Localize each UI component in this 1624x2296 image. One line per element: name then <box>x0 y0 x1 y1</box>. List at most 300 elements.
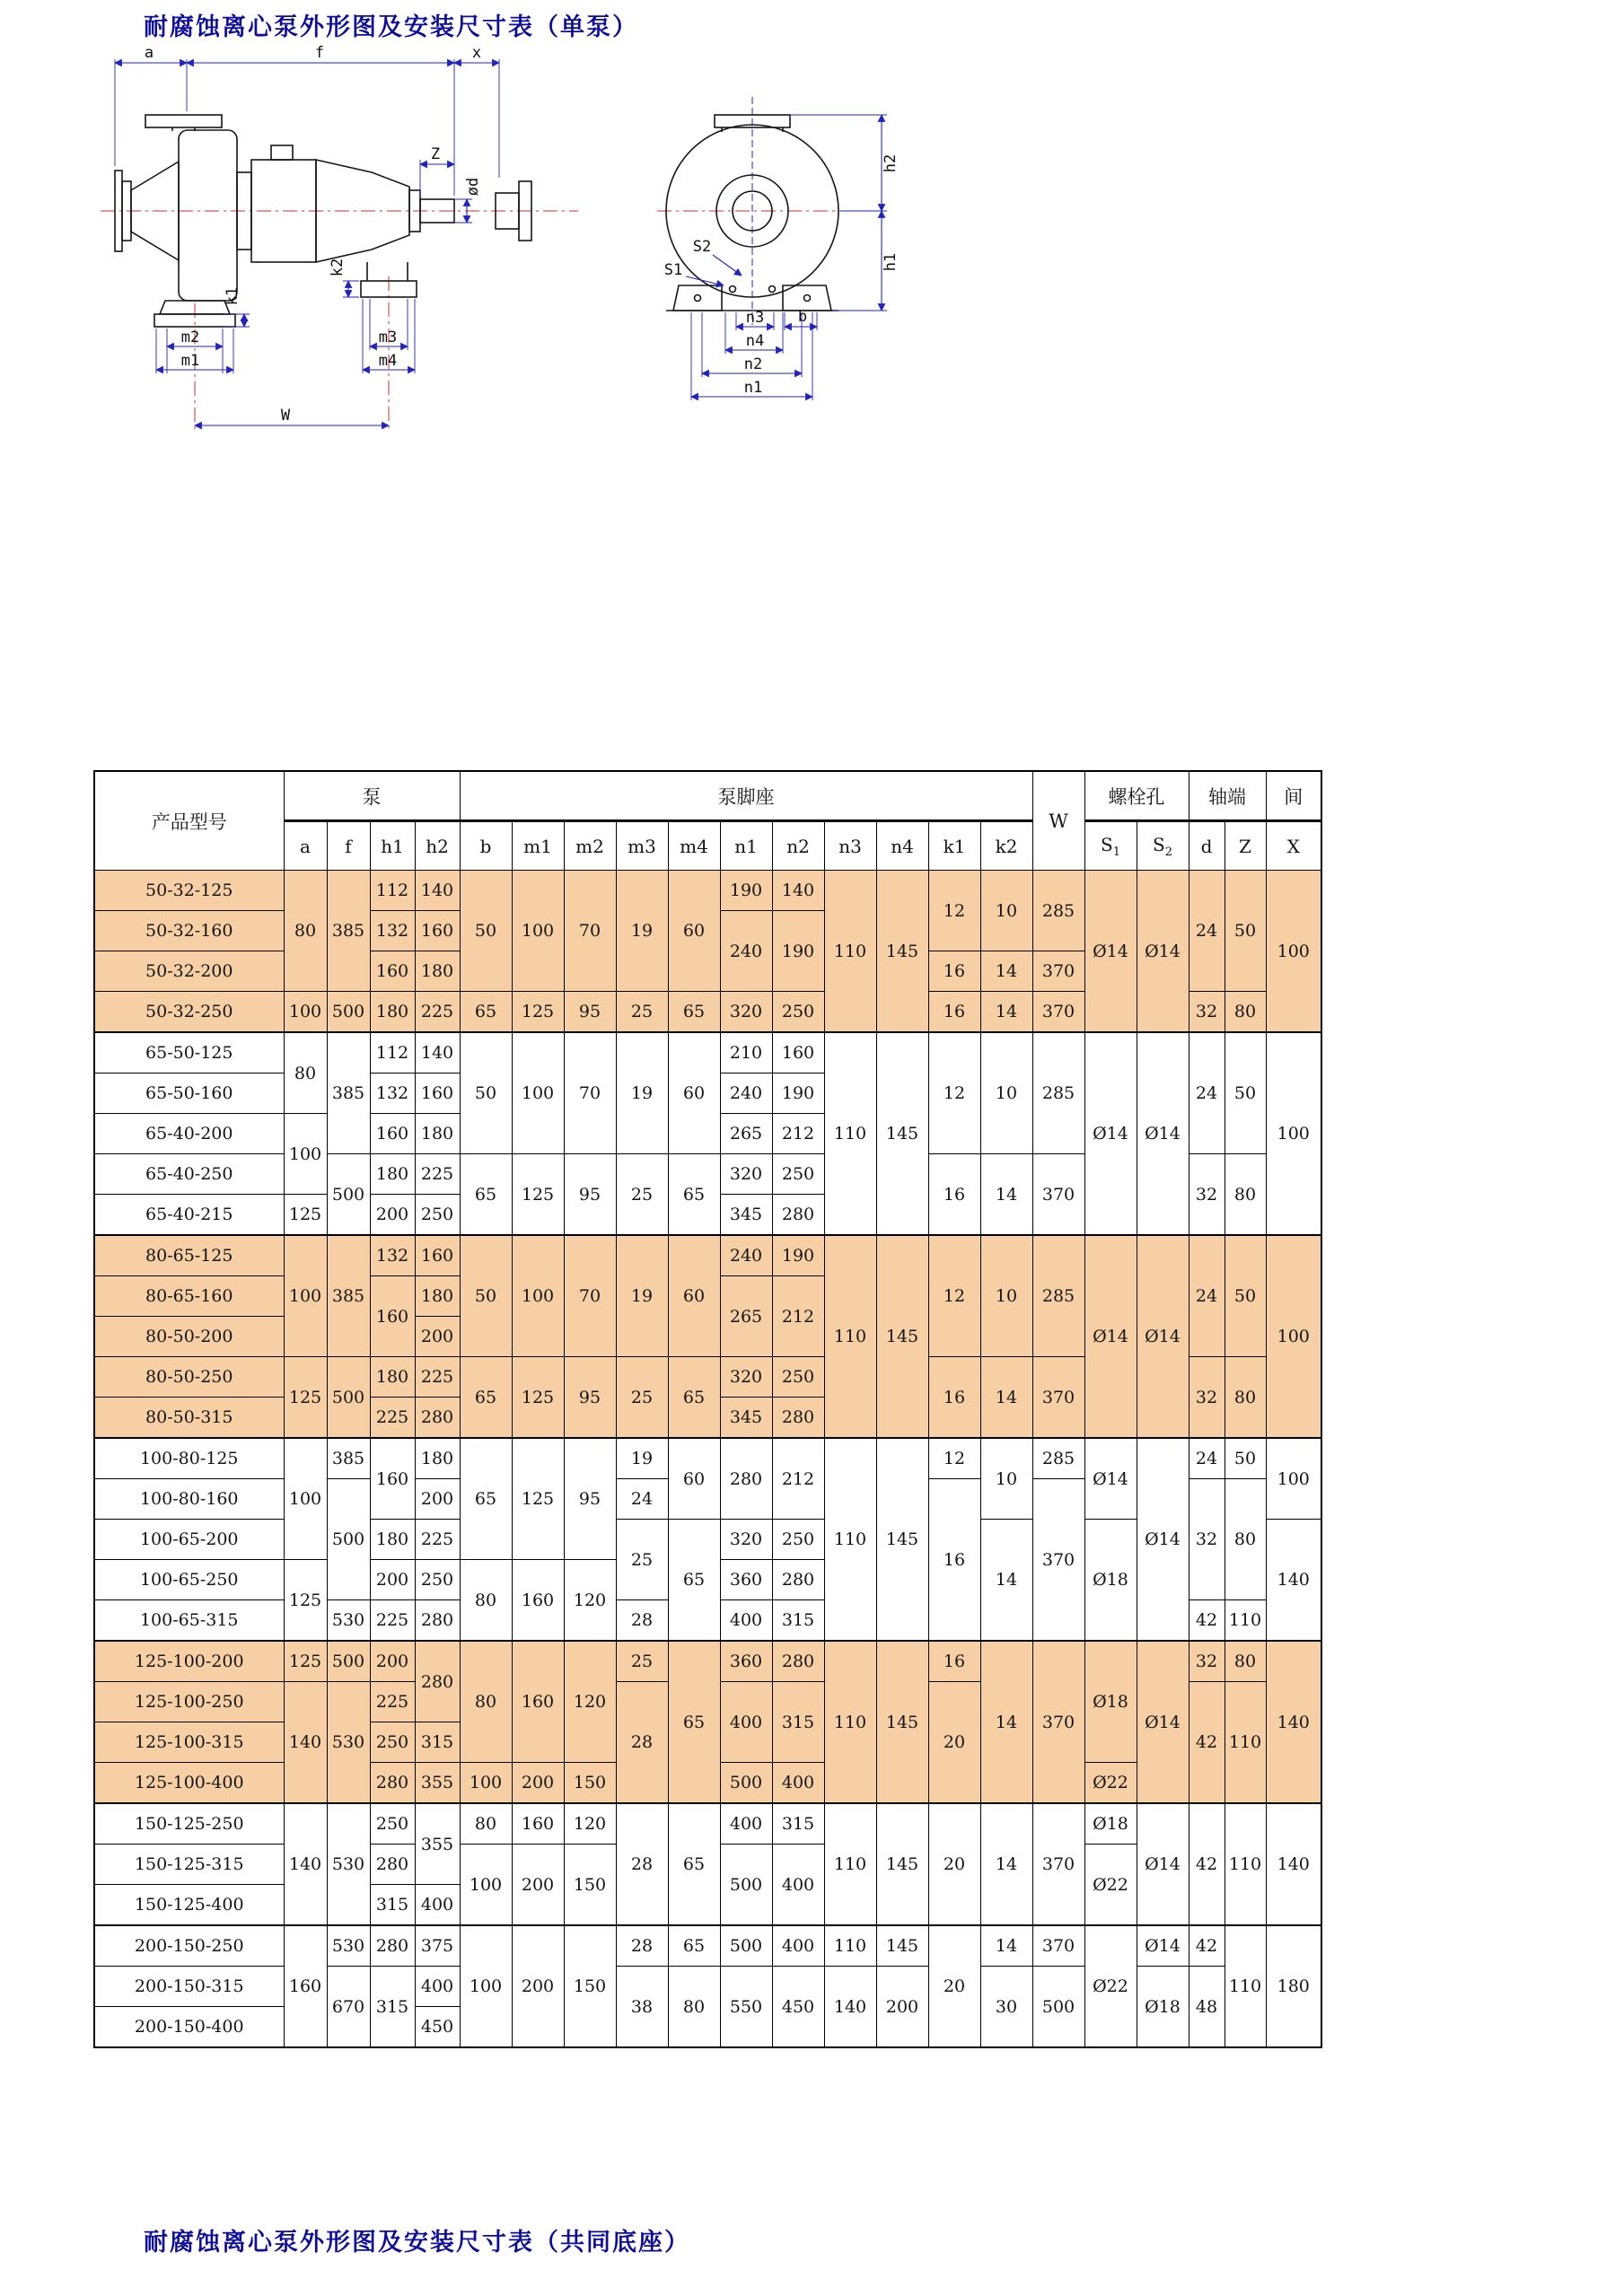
cell-m3: 25 <box>616 1641 668 1682</box>
cell-m4: 65 <box>668 1641 720 1803</box>
cell-h1: 160 <box>370 951 415 992</box>
cell-Z: 80 <box>1225 1357 1266 1439</box>
cell-n3: 110 <box>824 1235 876 1438</box>
cell-S2: Ø14 <box>1137 871 1189 1033</box>
cell-a: 100 <box>284 992 327 1033</box>
cell-n2: 250 <box>772 992 824 1033</box>
dim-label-m3: m3 <box>378 329 398 346</box>
cell-m4: 65 <box>668 1925 720 1967</box>
cell-m3: 28 <box>616 1600 668 1642</box>
cell-n3: 110 <box>824 871 876 1033</box>
cell-m3: 24 <box>616 1479 668 1520</box>
cell-h1: 200 <box>370 1641 415 1682</box>
cell-k2: 10 <box>980 1235 1032 1357</box>
cell-b: 65 <box>460 992 512 1033</box>
cell-h2: 400 <box>415 1967 460 2007</box>
row-model: 65-40-250 <box>94 1154 284 1195</box>
dim-label-n3: n3 <box>745 309 765 327</box>
row-model: 65-50-125 <box>94 1032 284 1074</box>
row-model: 150-125-315 <box>94 1845 284 1885</box>
cell-a: 140 <box>284 1682 327 1804</box>
cell-m1: 200 <box>512 1763 564 1804</box>
cell-S2: Ø14 <box>1137 1438 1189 1641</box>
row-model: 80-50-315 <box>94 1398 284 1439</box>
cell-n1: 320 <box>720 1357 772 1398</box>
cell-h1: 132 <box>370 1235 415 1276</box>
cell-k2: 14 <box>980 1641 1032 1803</box>
cell-S1: Ø22 <box>1084 1925 1137 2047</box>
cell-n1: 500 <box>720 1925 772 1967</box>
cell-Z: 110 <box>1225 1803 1266 1925</box>
cell-n2: 280 <box>772 1560 824 1600</box>
cell-n3: 140 <box>824 1967 876 2048</box>
cell-m4: 80 <box>668 1967 720 2048</box>
cell-n1: 550 <box>720 1967 772 2048</box>
cell-h2: 140 <box>415 1032 460 1074</box>
cell-m1: 100 <box>512 1032 564 1154</box>
cell-b: 80 <box>460 1641 512 1763</box>
cell-m1: 125 <box>512 1154 564 1236</box>
cell-n3: 110 <box>824 1803 876 1925</box>
cell-S2: Ø18 <box>1137 1967 1189 2048</box>
cell-b: 50 <box>460 1235 512 1357</box>
cell-m3: 28 <box>616 1803 668 1925</box>
cell-n2: 315 <box>772 1803 824 1845</box>
pump-outline-drawing <box>93 45 1355 467</box>
row-model: 100-65-250 <box>94 1560 284 1600</box>
cell-m4: 65 <box>668 1357 720 1439</box>
cell-n2: 400 <box>772 1763 824 1804</box>
cell-m3: 19 <box>616 1438 668 1479</box>
col-b: b <box>460 821 512 871</box>
row-model: 150-125-250 <box>94 1803 284 1845</box>
cell-n1: 190 <box>720 871 772 911</box>
cell-m1: 125 <box>512 1357 564 1439</box>
cell-f: 385 <box>327 1438 370 1479</box>
cell-k2: 14 <box>980 1154 1032 1236</box>
cell-n2: 190 <box>772 911 824 992</box>
cell-n2: 450 <box>772 1967 824 2048</box>
header-w: W <box>1032 771 1084 871</box>
cell-k1: 12 <box>928 1032 980 1154</box>
cell-W: 500 <box>1032 1967 1084 2048</box>
cell-m1: 200 <box>512 1925 564 2047</box>
cell-h1: 280 <box>370 1925 415 1967</box>
col-s2: $S_2$ <box>1137 821 1189 871</box>
cell-f: 530 <box>327 1803 370 1925</box>
cell-S1: Ø18 <box>1084 1803 1137 1845</box>
cell-n3: 110 <box>824 1641 876 1803</box>
cell-k1: 12 <box>928 1235 980 1357</box>
cell-h1: 180 <box>370 1357 415 1398</box>
cell-n2: 212 <box>772 1276 824 1357</box>
cell-f: 530 <box>327 1682 370 1804</box>
cell-a: 140 <box>284 1803 327 1925</box>
cell-m4: 65 <box>668 1803 720 1925</box>
cell-m1: 100 <box>512 1235 564 1357</box>
row-model: 200-150-250 <box>94 1925 284 1967</box>
cell-m4: 60 <box>668 1235 720 1357</box>
cell-h1: 315 <box>370 1885 415 1926</box>
cell-a: 125 <box>284 1560 327 1642</box>
row-model: 125-100-200 <box>94 1641 284 1682</box>
cell-S1: Ø22 <box>1084 1763 1137 1804</box>
cell-m4: 60 <box>668 1438 720 1520</box>
cell-d: 42 <box>1189 1682 1225 1804</box>
cell-h2: 375 <box>415 1925 460 1967</box>
cell-m1: 160 <box>512 1560 564 1642</box>
cell-h1: 112 <box>370 1032 415 1074</box>
cell-S2: Ø14 <box>1137 1925 1189 1967</box>
cell-m1: 160 <box>512 1803 564 1845</box>
table-row <box>94 1235 1321 1276</box>
row-model: 100-80-160 <box>94 1479 284 1520</box>
cell-n2: 400 <box>772 1845 824 1926</box>
cell-h1: 160 <box>370 1114 415 1154</box>
dim-label-od: ød <box>464 177 482 197</box>
row-model: 100-80-125 <box>94 1438 284 1479</box>
cell-m2: 95 <box>564 1154 616 1236</box>
cell-n1: 320 <box>720 1520 772 1560</box>
cell-h1: 132 <box>370 1074 415 1114</box>
dim-label-n4: n4 <box>745 332 765 350</box>
dim-label-k2: k2 <box>329 258 347 277</box>
cell-m4: 60 <box>668 871 720 992</box>
cell-h2: 400 <box>415 1885 460 1926</box>
cell-k1: 16 <box>928 1641 980 1682</box>
cell-n2: 190 <box>772 1074 824 1114</box>
dim-label-m1: m1 <box>180 352 200 370</box>
cell-k1: 20 <box>928 1682 980 1804</box>
dim-label-h1: h1 <box>882 252 900 272</box>
row-model: 125-100-250 <box>94 1682 284 1722</box>
cell-m1: 125 <box>512 1438 564 1560</box>
dim-label-f: f <box>314 45 325 62</box>
cell-h2: 225 <box>415 1357 460 1398</box>
cell-Z: 110 <box>1225 1682 1266 1804</box>
cell-n1: 320 <box>720 992 772 1033</box>
dimension-labels <box>145 45 900 425</box>
cell-d: 48 <box>1189 1967 1225 2048</box>
cell-k2: 30 <box>980 1967 1032 2048</box>
cell-b: 65 <box>460 1154 512 1236</box>
cell-b: 100 <box>460 1763 512 1804</box>
dim-label-k1: k1 <box>224 286 241 306</box>
cell-m2: 70 <box>564 871 616 992</box>
col-m1: m1 <box>512 821 564 871</box>
header-bolt-group: 螺栓孔 <box>1084 771 1189 821</box>
cell-d: 32 <box>1189 1154 1225 1236</box>
cell-b: 80 <box>460 1803 512 1845</box>
cell-k2: 14 <box>980 1803 1032 1925</box>
cell-W: 370 <box>1032 1803 1084 1925</box>
header-foot-group: 泵脚座 <box>460 771 1032 821</box>
cell-d: 24 <box>1189 871 1225 992</box>
cell-m3: 25 <box>616 1357 668 1439</box>
cell-k2: 10 <box>980 1438 1032 1520</box>
cell-h1: 280 <box>370 1845 415 1885</box>
table-row <box>94 1032 1321 1074</box>
cell-k2: 14 <box>980 1925 1032 1967</box>
cell-m1: 100 <box>512 871 564 992</box>
cell-k1: 20 <box>928 1803 980 1925</box>
cell-n1: 400 <box>720 1803 772 1845</box>
cell-a: 80 <box>284 1032 327 1114</box>
pump-table-body <box>94 871 1321 2048</box>
cell-k2: 14 <box>980 1357 1032 1439</box>
cell-f: 530 <box>327 1600 370 1642</box>
cell-Z: 50 <box>1225 871 1266 992</box>
cell-b: 100 <box>460 1845 512 1926</box>
cell-S2: Ø14 <box>1137 1235 1189 1438</box>
col-f: f <box>327 821 370 871</box>
cell-X: 140 <box>1266 1803 1321 1925</box>
cell-k2: 10 <box>980 871 1032 951</box>
cell-b: 80 <box>460 1560 512 1642</box>
table-row <box>94 1925 1321 1967</box>
col-n2: n2 <box>772 821 824 871</box>
cell-S2: Ø14 <box>1137 1032 1189 1235</box>
cell-a: 80 <box>284 871 327 992</box>
cell-n4: 145 <box>876 1803 928 1925</box>
cell-n2: 250 <box>772 1154 824 1195</box>
cell-n2: 315 <box>772 1600 824 1642</box>
cell-d: 32 <box>1189 1641 1225 1682</box>
header-shaft-group: 轴端 <box>1189 771 1266 821</box>
cell-n1: 265 <box>720 1276 772 1357</box>
cell-n4: 145 <box>876 1641 928 1803</box>
row-model: 200-150-315 <box>94 1967 284 2007</box>
cell-h2: 280 <box>415 1398 460 1439</box>
cell-X: 100 <box>1266 1438 1321 1520</box>
cell-h2: 225 <box>415 992 460 1033</box>
dimension-table <box>93 770 1322 2048</box>
cell-n1: 400 <box>720 1600 772 1642</box>
row-model: 50-32-125 <box>94 871 284 911</box>
cell-k1: 16 <box>928 1479 980 1642</box>
cell-S2: Ø14 <box>1137 1641 1189 1803</box>
cell-n2: 212 <box>772 1114 824 1154</box>
cell-m3: 25 <box>616 1154 668 1236</box>
cell-k1: 12 <box>928 1438 980 1479</box>
cell-n2: 190 <box>772 1235 824 1276</box>
cell-k1: 16 <box>928 951 980 992</box>
cell-d: 32 <box>1189 1479 1225 1600</box>
cell-h1: 225 <box>370 1600 415 1642</box>
dim-label-m4: m4 <box>378 352 398 370</box>
cell-m1: 160 <box>512 1641 564 1763</box>
cell-h2: 280 <box>415 1600 460 1642</box>
cell-b: 50 <box>460 871 512 992</box>
dim-label-b: b <box>797 308 808 326</box>
cell-W: 370 <box>1032 1154 1084 1236</box>
cell-h2: 450 <box>415 2007 460 2048</box>
cell-h2: 225 <box>415 1520 460 1560</box>
row-model: 125-100-315 <box>94 1722 284 1763</box>
cell-d: 42 <box>1189 1600 1225 1642</box>
cell-S1: Ø18 <box>1084 1641 1137 1763</box>
cell-b: 65 <box>460 1357 512 1439</box>
cell-n1: 320 <box>720 1154 772 1195</box>
cell-W: 370 <box>1032 1641 1084 1803</box>
cell-d: 32 <box>1189 992 1225 1033</box>
cell-n2: 140 <box>772 871 824 911</box>
col-m3: m3 <box>616 821 668 871</box>
cell-n2: 280 <box>772 1398 824 1439</box>
cell-f: 670 <box>327 1967 370 2048</box>
col-a: a <box>284 821 327 871</box>
cell-n2: 212 <box>772 1438 824 1520</box>
cell-n4: 145 <box>876 1438 928 1641</box>
cell-m3: 19 <box>616 1032 668 1154</box>
cell-h2: 250 <box>415 1195 460 1236</box>
cell-n4: 145 <box>876 1032 928 1235</box>
cell-f: 385 <box>327 871 370 992</box>
cell-m3: 19 <box>616 1235 668 1357</box>
cell-m2: 95 <box>564 1438 616 1560</box>
cell-n4: 145 <box>876 1235 928 1438</box>
table-row <box>94 871 1321 911</box>
cell-m4: 65 <box>668 1154 720 1236</box>
cell-h2: 160 <box>415 911 460 951</box>
cell-h1: 180 <box>370 1520 415 1560</box>
dimension-lines <box>115 59 887 425</box>
cell-m3: 25 <box>616 1520 668 1600</box>
cell-n1: 400 <box>720 1682 772 1763</box>
cell-X: 140 <box>1266 1641 1321 1803</box>
cell-Z: 50 <box>1225 1032 1266 1154</box>
cell-f: 500 <box>327 1154 370 1236</box>
cell-X: 100 <box>1266 871 1321 1033</box>
cell-f: 385 <box>327 1235 370 1357</box>
cell-Z: 50 <box>1225 1438 1266 1479</box>
cell-W: 370 <box>1032 1925 1084 1967</box>
cell-n2: 280 <box>772 1195 824 1236</box>
col-h2: h2 <box>415 821 460 871</box>
cell-h2: 180 <box>415 1114 460 1154</box>
cell-h2: 200 <box>415 1317 460 1357</box>
cell-b: 100 <box>460 1925 512 2047</box>
cell-k2: 14 <box>980 951 1032 992</box>
cell-h1: 180 <box>370 1154 415 1195</box>
col-m2: m2 <box>564 821 616 871</box>
cell-h1: 225 <box>370 1398 415 1439</box>
cell-W: 285 <box>1032 1235 1084 1357</box>
cell-m2: 150 <box>564 1845 616 1926</box>
pump-side-view <box>115 115 531 327</box>
cell-h1: 160 <box>370 1438 415 1520</box>
cell-n1: 345 <box>720 1398 772 1439</box>
page-title-single-pump: 耐腐蚀离心泵外形图及安装尺寸表（单泵） <box>144 13 638 40</box>
cell-b: 50 <box>460 1032 512 1154</box>
cell-a: 100 <box>284 1235 327 1357</box>
cell-m2: 120 <box>564 1803 616 1845</box>
cell-h2: 180 <box>415 951 460 992</box>
cell-m3: 25 <box>616 992 668 1033</box>
col-m4: m4 <box>668 821 720 871</box>
header-model: 产品型号 <box>94 771 284 871</box>
cell-h2: 180 <box>415 1438 460 1479</box>
cell-a: 100 <box>284 1438 327 1560</box>
cell-h2: 355 <box>415 1763 460 1804</box>
col-k1: k1 <box>928 821 980 871</box>
cell-m2: 70 <box>564 1235 616 1357</box>
cell-W: 370 <box>1032 1479 1084 1642</box>
cell-d: 24 <box>1189 1235 1225 1357</box>
row-model: 50-32-160 <box>94 911 284 951</box>
cell-n1: 265 <box>720 1114 772 1154</box>
cell-a: 100 <box>284 1114 327 1195</box>
cell-m2: 150 <box>564 1925 616 2047</box>
cell-n1: 500 <box>720 1845 772 1926</box>
table-row <box>94 1967 1321 2007</box>
cell-n1: 500 <box>720 1763 772 1804</box>
cell-n2: 280 <box>772 1641 824 1682</box>
cell-m1: 200 <box>512 1845 564 1926</box>
cell-n1: 240 <box>720 911 772 992</box>
cell-m2: 120 <box>564 1641 616 1763</box>
cell-m2: 95 <box>564 992 616 1033</box>
row-model: 50-32-250 <box>94 992 284 1033</box>
cell-S1: Ø22 <box>1084 1845 1137 1926</box>
cell-Z: 80 <box>1225 1154 1266 1236</box>
cell-m3: 19 <box>616 871 668 992</box>
dim-label-a: a <box>144 45 154 62</box>
cell-m4: 60 <box>668 1032 720 1154</box>
cell-Z: 80 <box>1225 992 1266 1033</box>
dim-label-m2: m2 <box>180 329 200 346</box>
cell-m2: 120 <box>564 1560 616 1642</box>
cell-d: 24 <box>1189 1032 1225 1154</box>
cell-Z: 110 <box>1225 1600 1266 1642</box>
cell-X: 100 <box>1266 1032 1321 1235</box>
cell-m2: 150 <box>564 1763 616 1804</box>
cell-h1: 250 <box>370 1803 415 1845</box>
cell-h2: 250 <box>415 1560 460 1600</box>
dim-label-x: x <box>471 45 482 62</box>
table-row <box>94 1803 1321 1845</box>
dim-label-s2: S2 <box>692 238 712 256</box>
cell-n1: 360 <box>720 1641 772 1682</box>
page-title-common-base: 耐腐蚀离心泵外形图及安装尺寸表（共同底座） <box>144 2229 690 2256</box>
cell-n1: 210 <box>720 1032 772 1074</box>
cell-Z: 50 <box>1225 1235 1266 1357</box>
cell-S1: Ø14 <box>1084 1438 1137 1520</box>
cell-n2: 250 <box>772 1520 824 1560</box>
cell-h2: 160 <box>415 1235 460 1276</box>
cell-W: 370 <box>1032 951 1084 992</box>
cell-h2: 315 <box>415 1722 460 1763</box>
table-row <box>94 1641 1321 1682</box>
cell-f: 385 <box>327 1032 370 1154</box>
col-z: Z <box>1225 821 1266 871</box>
cell-h1: 132 <box>370 911 415 951</box>
cell-a: 125 <box>284 1641 327 1682</box>
cell-m4: 65 <box>668 1520 720 1642</box>
cell-n1: 240 <box>720 1235 772 1276</box>
cell-n2: 315 <box>772 1682 824 1763</box>
row-model: 100-65-315 <box>94 1600 284 1642</box>
cell-k1: 12 <box>928 871 980 951</box>
cell-S1: Ø18 <box>1084 1520 1137 1642</box>
cell-n2: 250 <box>772 1357 824 1398</box>
cell-k1: 16 <box>928 992 980 1033</box>
cell-n2: 160 <box>772 1032 824 1074</box>
cell-h2: 200 <box>415 1479 460 1520</box>
col-s1: $S_1$ <box>1084 821 1137 871</box>
col-d: d <box>1189 821 1225 871</box>
row-model: 125-100-400 <box>94 1763 284 1804</box>
